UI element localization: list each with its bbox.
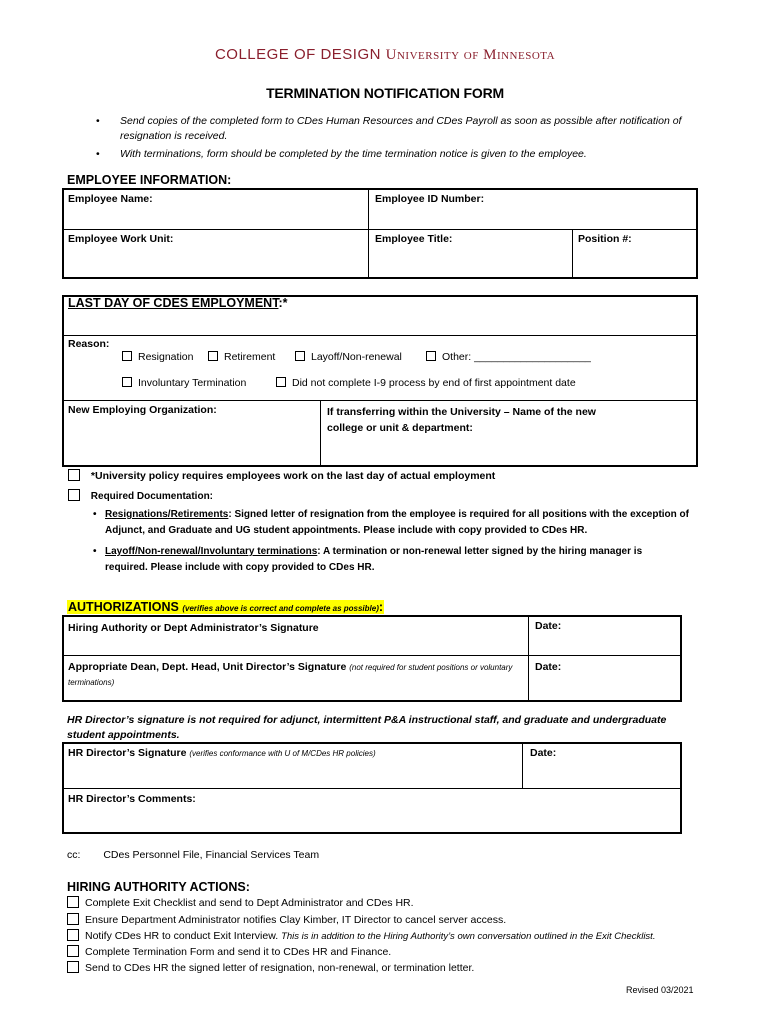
cc-value: CDes Personnel File, Financial Services Team — [103, 849, 320, 861]
action-item[interactable] — [67, 961, 474, 975]
employee-title-field[interactable]: Employee Title: — [375, 233, 453, 245]
involuntary-label: Involuntary Termination — [138, 377, 247, 389]
work-unit-field[interactable]: Employee Work Unit: — [68, 233, 174, 245]
action-item[interactable] — [67, 929, 655, 944]
reason-retirement-option[interactable] — [208, 351, 275, 363]
reason-resignation-option[interactable] — [122, 351, 193, 363]
action-checkbox[interactable] — [67, 913, 79, 925]
i9-checkbox[interactable] — [276, 377, 286, 387]
hiring-signature-field[interactable]: Hiring Authority or Dept Administrator’s Signature — [68, 622, 319, 634]
employee-id-field[interactable]: Employee ID Number: — [375, 193, 485, 205]
required-docs-label: Required Documentation: — [90, 491, 214, 502]
resignation-checkbox[interactable] — [122, 351, 132, 361]
action-text: Complete Exit Checklist and send to Dept Administrator and CDes HR. — [85, 897, 414, 909]
authorizations-subtitle: (verifies above is correct and complete as possible) — [182, 604, 379, 613]
layoff-checkbox[interactable] — [295, 351, 305, 361]
reason-layoff-option[interactable] — [295, 351, 402, 363]
divider — [62, 335, 698, 336]
form-title: TERMINATION NOTIFICATION FORM — [266, 85, 504, 101]
authorizations-colon: : — [378, 600, 384, 614]
hiring-date-field[interactable]: Date: — [535, 620, 562, 632]
dean-signature-label: Appropriate Dean, Dept. Head, Unit Director’s Signature — [68, 661, 347, 673]
divider — [368, 188, 369, 279]
reason-label: Reason: — [68, 338, 110, 350]
action-text: Send to CDes HR the signed letter of resignation, non-renewal, or termination letter. — [85, 962, 475, 974]
i9-label: Did not complete I-9 process by end of first appointment date — [292, 377, 576, 389]
policy-note: *University policy requires employees work on the last day of actual employment — [90, 470, 496, 482]
hr-signature-note: HR Director’s signature is not required for adjunct, intermittent P&A instructional staff, and graduate and undergraduate student appointments. — [67, 714, 667, 741]
divider — [320, 400, 321, 467]
hr-comments-field[interactable]: HR Director’s Comments: — [68, 793, 196, 805]
action-note: This is in addition to the Hiring Authority’s own conversation outlined in the Exit Checklist. — [281, 931, 656, 942]
dean-signature-field[interactable] — [68, 660, 523, 690]
action-text: Ensure Department Administrator notifies Clay Kimber, IT Director to cancel server access. — [85, 914, 507, 926]
reason-other-option[interactable] — [426, 351, 591, 363]
position-number-field[interactable]: Position #: — [578, 233, 632, 245]
last-day-field[interactable] — [68, 296, 287, 310]
bullet: • — [93, 509, 97, 520]
action-item[interactable] — [67, 913, 506, 927]
hr-signature-note-small: (verifies conformance with U of M/CDes HR policies) — [189, 749, 376, 758]
reason-i9-option[interactable] — [276, 377, 576, 389]
action-checkbox[interactable] — [67, 929, 79, 941]
instruction-item: • Send copies of the completed form to CDes Human Resources and CDes Payroll as soon as possible after notification of resignation is received. — [96, 114, 696, 144]
required-docs-checkbox[interactable] — [68, 489, 80, 501]
divider — [528, 615, 529, 702]
action-checkbox[interactable] — [67, 945, 79, 957]
resignations-head: Resignations/Retirements — [105, 509, 229, 520]
dean-signature-note: (not required for student positions or voluntary terminations) — [68, 663, 513, 687]
action-item[interactable] — [67, 896, 414, 910]
action-text: Complete Termination Form and send it to CDes HR and Finance. — [85, 946, 392, 958]
hiring-actions-heading: HIRING AUTHORITY ACTIONS: — [67, 880, 250, 894]
last-day-suffix: :* — [278, 296, 288, 310]
hr-date-field[interactable]: Date: — [530, 747, 557, 759]
last-day-label: LAST DAY OF CDES EMPLOYMENT — [68, 296, 279, 310]
retirement-label: Retirement — [224, 351, 276, 363]
action-checkbox[interactable] — [67, 896, 79, 908]
divider — [62, 655, 682, 656]
resignation-label: Resignation — [138, 351, 194, 363]
resignations-requirement — [93, 507, 703, 539]
divider — [522, 742, 523, 788]
reason-involuntary-option[interactable] — [122, 377, 246, 389]
authorizations-heading — [67, 600, 384, 614]
university-name: University of Minnesota — [385, 47, 556, 63]
letterhead — [0, 46, 770, 64]
hr-signature-label: HR Director’s Signature — [68, 747, 187, 759]
employee-info-heading: EMPLOYEE INFORMATION: — [67, 173, 232, 187]
divider — [62, 400, 698, 401]
other-checkbox[interactable] — [426, 351, 436, 361]
divider — [62, 788, 682, 789]
new-org-field[interactable]: New Employing Organization: — [68, 404, 217, 416]
retirement-checkbox[interactable] — [208, 351, 218, 361]
divider — [62, 229, 698, 230]
layoff-text: : A termination or non-renewal letter signed by the hiring manager is required. Please include with copy provided to CDes HR. — [105, 546, 643, 573]
policy-note-row[interactable] — [68, 469, 495, 482]
divider — [572, 229, 573, 279]
college-name: COLLEGE OF DESIGN — [214, 46, 381, 63]
policy-checkbox[interactable] — [68, 469, 80, 481]
cc-line — [67, 849, 319, 861]
layoff-requirement — [93, 544, 673, 576]
instructions-list — [96, 114, 696, 165]
instruction-item: • With terminations, form should be completed by the time termination notice is given to the employee. — [96, 147, 696, 162]
transfer-field[interactable]: If transferring within the University – Name of the new college or unit & department: — [327, 406, 596, 434]
action-text: Notify CDes HR to conduct Exit Interview. — [85, 930, 279, 942]
authorizations-title: AUTHORIZATIONS — [68, 600, 179, 614]
revision-date: Revised 03/2021 — [626, 985, 694, 995]
hr-signature-field[interactable] — [68, 747, 376, 759]
other-label: Other: ____________________ — [442, 351, 591, 363]
action-checkbox[interactable] — [67, 961, 79, 973]
layoff-head: Layoff/Non-renewal/Involuntary terminations — [105, 546, 318, 557]
employee-name-field[interactable]: Employee Name: — [68, 193, 153, 205]
involuntary-checkbox[interactable] — [122, 377, 132, 387]
action-item[interactable] — [67, 945, 391, 959]
dean-date-field[interactable]: Date: — [535, 661, 562, 673]
cc-label: cc: — [67, 849, 81, 861]
resignations-text: : Signed letter of resignation from the employee is required for all positions with the exception of Adjunct, and Graduate and UG student appointments. Please include with copy provided to CDes HR. — [105, 509, 689, 536]
layoff-label: Layoff/Non-renewal — [311, 351, 402, 363]
bullet: • — [93, 546, 97, 557]
required-docs-row[interactable] — [68, 489, 213, 502]
